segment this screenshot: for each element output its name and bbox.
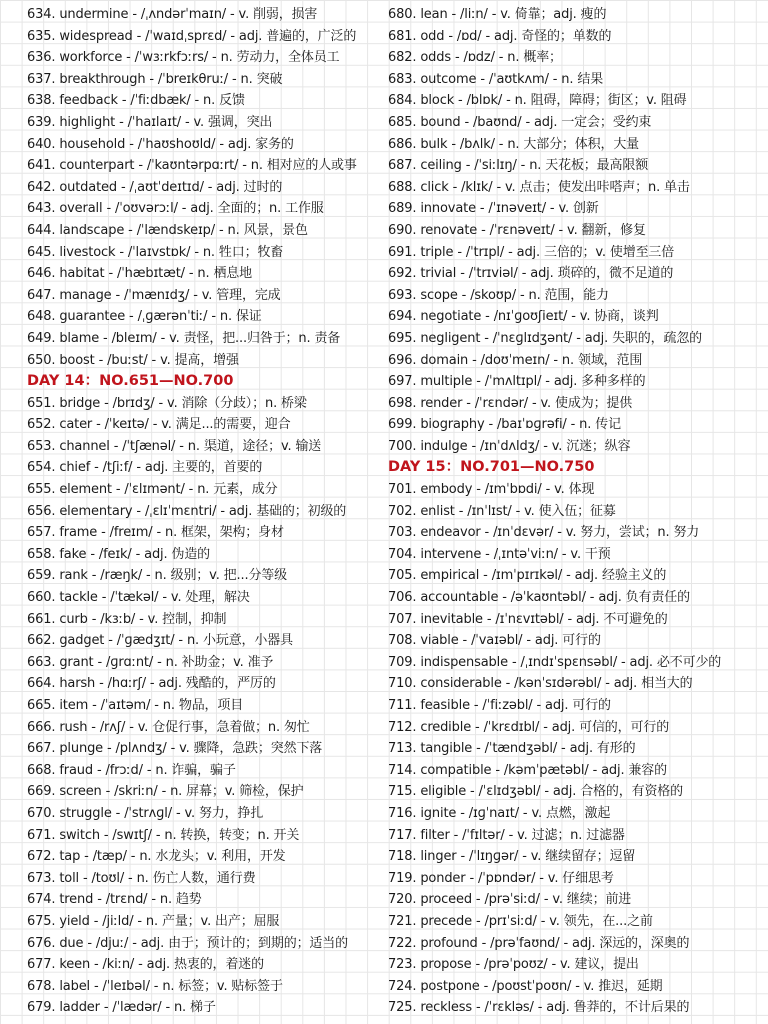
left-vocab-entry: 635. widespread - /ˈwaɪdˌsprɛd/ - adj. 普遍的，广泛的 — [27, 28, 357, 44]
right-vocab-entry: 699. biography - /baɪˈɒɡrəfi/ - n. 传记 — [388, 417, 621, 433]
left-vocab-entry: 678. label - /ˈleɪbəl/ - n. 标签；v. 贴标签于 — [27, 978, 283, 994]
left-vocab-entry: 665. item - /ˈaɪtəm/ - n. 物品，项目 — [27, 698, 244, 713]
left-vocab-entry: 647. manage - /ˈmænɪdʒ/ - v. 管理，完成 — [27, 287, 281, 303]
left-vocab-entry: 677. keen - /kiːn/ - adj. 热衷的，着迷的 — [27, 957, 264, 973]
left-vocab-entry: 666. rush - /rʌʃ/ - v. 仓促行事，急着做；n. 匆忙 — [27, 719, 310, 735]
right-vocab-entry: 713. tangible - /ˈtændʒəbl/ - adj. 有形的 — [388, 741, 636, 757]
left-vocab-entry: 657. frame - /freɪm/ - n. 框架，架构；身材 — [27, 525, 284, 541]
right-vocab-entry: 693. scope - /skoʊp/ - n. 范围，能力 — [388, 287, 609, 303]
right-vocab-entry: 720. proceed - /prəˈsiːd/ - v. 继续；前进 — [388, 892, 632, 908]
left-vocab-entry: 663. grant - /ɡrɑːnt/ - n. 补助金；v. 准予 — [27, 654, 274, 670]
left-vocab-entry: 644. landscape - /ˈlændskeɪp/ - n. 风景，景色 — [27, 222, 308, 238]
right-vocab-entry: 714. compatible - /kəmˈpætəbl/ - adj. 兼容的 — [388, 762, 667, 778]
right-vocab-entry: 707. inevitable - /ɪˈnɛvɪtəbl/ - adj. 不可避免的 — [388, 611, 668, 627]
left-vocab-entry: 637. breakthrough - /ˈbreɪkθruː/ - n. 突破 — [27, 71, 283, 87]
left-vocab-entry: 667. plunge - /plʌndʒ/ - v. 骤降，急跌；突然下落 — [27, 741, 323, 757]
right-vocab-entry: 708. viable - /ˈvaɪəbl/ - adj. 可行的 — [388, 633, 601, 649]
left-vocab-entry: 646. habitat - /ˈhæbɪtæt/ - n. 栖息地 — [27, 266, 253, 282]
left-vocab-entry: 664. harsh - /hɑːrʃ/ - adj. 残酷的，严厉的 — [27, 676, 276, 692]
right-vocab-entry: 715. eligible - /ˈɛlɪdʒəbl/ - adj. 合格的，有资格的 — [388, 784, 684, 800]
left-vocab-entry: 642. outdated - /ˌaʊtˈdeɪtɪd/ - adj. 过时的 — [27, 179, 283, 195]
right-vocab-entry: 702. enlist - /ɪnˈlɪst/ - v. 使入伍；征募 — [388, 503, 616, 519]
left-vocab-entry: 641. counterpart - /ˈkaʊntərpɑːrt/ - n. 相对应的人或事 — [27, 158, 357, 174]
right-vocab-entry: 688. click - /klɪk/ - v. 点击；使发出咔嗒声；n. 单击 — [388, 179, 690, 195]
left-vocab-entry: 634. undermine - /ˌʌndərˈmaɪn/ - v. 削弱，损害 — [27, 7, 318, 22]
right-vocab-entry: 691. triple - /ˈtrɪpl/ - adj. 三倍的；v. 使增至三倍 — [388, 244, 675, 260]
right-vocab-entry: 705. empirical - /ɪmˈpɪrɪkəl/ - adj. 经验主义的 — [388, 568, 667, 584]
right-vocab-entry: 724. postpone - /poʊstˈpoʊn/ - v. 推迟，延期 — [388, 978, 663, 994]
left-vocab-entry: 656. elementary - /ˌɛlɪˈmɛntri/ - adj. 基础的；初级的 — [27, 503, 347, 519]
right-vocab-entry: 712. credible - /ˈkrɛdɪbl/ - adj. 可信的，可行的 — [388, 719, 670, 735]
right-vocab-entry: 725. reckless - /ˈrɛkləs/ - adj. 鲁莽的，不计后果的 — [388, 1000, 690, 1016]
right-vocab-entry: 719. ponder - /ˈpɒndər/ - v. 仔细思考 — [388, 870, 614, 886]
left-vocab-entry: 671. switch - /swɪtʃ/ - n. 转换，转变；n. 开关 — [27, 827, 300, 843]
left-vocab-entry: 668. fraud - /frɔːd/ - n. 诈骗，骗子 — [27, 762, 236, 778]
left-vocab-entry: 639. highlight - /ˈhaɪlaɪt/ - v. 强调，突出 — [27, 114, 273, 130]
right-vocab-entry: 698. render - /ˈrɛndər/ - v. 使成为；提供 — [388, 395, 633, 411]
left-vocab-entry: 661. curb - /kɜːb/ - v. 控制，抑制 — [27, 611, 227, 627]
right-vocab-entry: 700. indulge - /ɪnˈdʌldʒ/ - v. 沉迷；纵容 — [388, 438, 631, 454]
right-vocab-entry: 696. domain - /doʊˈmeɪn/ - n. 领域，范围 — [388, 352, 643, 368]
right-vocab-entry: 723. propose - /prəˈpoʊz/ - v. 建议，提出 — [388, 957, 639, 973]
right-vocab-entry: 697. multiple - /ˈmʌltɪpl/ - adj. 多种多样的 — [388, 374, 646, 390]
left-vocab-entry: 645. livestock - /ˈlaɪvstɒk/ - n. 牲口；牧畜 — [27, 244, 284, 260]
right-vocab-entry: 683. outcome - /ˈaʊtkʌm/ - n. 结果 — [388, 71, 604, 87]
left-vocab-entry: 649. blame - /bleɪm/ - v. 责怪，把...归咎于；n. 责备 — [27, 330, 341, 346]
left-vocab-entry: 676. due - /djuː/ - adj. 由于；预计的；到期的；适当的 — [27, 935, 348, 951]
right-vocab-entry: 704. intervene - /ˌɪntəˈviːn/ - v. 干预 — [388, 546, 611, 562]
left-vocab-entry: 675. yield - /jiːld/ - n. 产量；v. 出产；屈服 — [27, 913, 280, 929]
left-vocab-entry: 650. boost - /buːst/ - v. 提高，增强 — [27, 352, 239, 368]
right-vocab-entry: 710. considerable - /kənˈsɪdərəbl/ - adj. 相当大的 — [388, 676, 693, 692]
right-vocab-entry: 694. negotiate - /nɪˈɡoʊʃieɪt/ - v. 协商，谈判 — [388, 309, 659, 325]
right-vocab-entry: 681. odd - /ɒd/ - adj. 奇怪的；单数的 — [388, 28, 612, 44]
left-vocab-entry: 651. bridge - /brɪdʒ/ - v. 消除（分歧）；n. 桥梁 — [27, 395, 307, 411]
right-vocab-entry: 689. innovate - /ˈɪnəveɪt/ - v. 创新 — [388, 201, 599, 217]
left-vocab-entry: 659. rank - /ræŋk/ - n. 级别；v. 把...分等级 — [27, 568, 288, 584]
right-vocab-entry: 686. bulk - /bʌlk/ - n. 大部分；体积，大量 — [388, 136, 640, 152]
right-vocab-entry: 690. renovate - /ˈrɛnəveɪt/ - v. 翻新，修复 — [388, 222, 646, 238]
left-vocab-entry: 648. guarantee - /ˌɡærənˈtiː/ - n. 保证 — [27, 309, 262, 325]
right-vocab-entry: 684. block - /blɒk/ - n. 阻碍，障碍；街区；v. 阻碍 — [388, 93, 687, 109]
right-vocab-entry: 685. bound - /baʊnd/ - adj. 一定会；受约束 — [388, 114, 652, 130]
left-vocab-entry: 662. gadget - /ˈɡædʒɪt/ - n. 小玩意，小器具 — [27, 633, 293, 649]
left-vocab-entry: 655. element - /ˈɛlɪmənt/ - n. 元素，成分 — [27, 482, 278, 498]
left-vocab-entry: 673. toll - /toʊl/ - n. 伤亡人数，通行费 — [27, 870, 256, 886]
left-vocab-entry: 679. ladder - /ˈlædər/ - n. 梯子 — [27, 1000, 216, 1016]
right-day-heading: DAY 15：NO.701—NO.750 — [388, 459, 595, 476]
left-vocab-entry: 654. chief - /tʃiːf/ - adj. 主要的，首要的 — [27, 460, 263, 476]
left-vocab-entry: 660. tackle - /ˈtækəl/ - v. 处理，解决 — [27, 590, 250, 606]
left-column — [27, 4, 379, 1019]
left-vocab-entry: 640. household - /ˈhaʊshoʊld/ - adj. 家务的 — [27, 136, 294, 152]
right-vocab-entry: 701. embody - /ɪmˈbɒdi/ - v. 体现 — [388, 482, 595, 498]
right-vocab-entry: 682. odds - /ɒdz/ - n. 概率； — [388, 50, 562, 66]
left-vocab-entry: 638. feedback - /ˈfiːdbæk/ - n. 反馈 — [27, 93, 245, 109]
left-vocab-entry: 670. struggle - /ˈstrʌɡl/ - v. 努力，挣扎 — [27, 805, 264, 821]
left-day-heading: DAY 14：NO.651—NO.700 — [27, 373, 234, 390]
left-vocab-entry: 636. workforce - /ˈwɜːrkfɔːrs/ - n. 劳动力，全体员工 — [27, 50, 340, 66]
right-vocab-entry: 722. profound - /prəˈfaʊnd/ - adj. 深远的，深奥的 — [388, 935, 690, 951]
left-vocab-entry: 672. tap - /tæp/ - n. 水龙头；v. 利用，开发 — [27, 849, 286, 865]
left-vocab-entry: 653. channel - /ˈtʃænəl/ - n. 渠道，途径；v. 输送 — [27, 438, 322, 454]
right-vocab-entry: 709. indispensable - /ˌɪndɪˈspɛnsəbl/ - adj. 必不可少的 — [388, 654, 722, 670]
right-vocab-entry: 711. feasible - /ˈfiːzəbl/ - adj. 可行的 — [388, 698, 611, 713]
right-vocab-entry: 695. negligent - /ˈnɛɡlɪdʒənt/ - adj. 失职的，疏忽的 — [388, 330, 703, 346]
right-vocab-entry: 721. precede - /prɪˈsiːd/ - v. 领先，在...之前 — [388, 913, 653, 929]
right-vocab-entry: 718. linger - /ˈlɪŋɡər/ - v. 继续留存；逗留 — [388, 849, 636, 865]
left-vocab-entry: 669. screen - /skriːn/ - n. 屏幕；v. 筛检，保护 — [27, 784, 304, 800]
right-vocab-entry: 716. ignite - /ɪɡˈnaɪt/ - v. 点燃，激起 — [388, 805, 611, 821]
left-vocab-entry: 658. fake - /feɪk/ - adj. 伪造的 — [27, 546, 211, 562]
right-column — [388, 4, 764, 1019]
right-vocab-entry: 706. accountable - /əˈkaʊntəbl/ - adj. 负有责任的 — [388, 590, 690, 606]
right-vocab-entry: 687. ceiling - /ˈsiːlɪŋ/ - n. 天花板；最高限额 — [388, 158, 649, 174]
right-vocab-entry: 703. endeavor - /ɪnˈdɛvər/ - v. 努力，尝试；n. 努力 — [388, 525, 700, 541]
left-vocab-entry: 674. trend - /trɛnd/ - n. 趋势 — [27, 892, 202, 908]
right-vocab-entry: 717. filter - /ˈfɪltər/ - v. 过滤；n. 过滤器 — [388, 827, 625, 843]
right-vocab-entry: 692. trivial - /ˈtrɪviəl/ - adj. 琐碎的，微不足道的 — [388, 266, 674, 282]
left-vocab-entry: 652. cater - /ˈkeɪtə/ - v. 满足...的需要，迎合 — [27, 417, 291, 433]
right-vocab-entry: 680. lean - /liːn/ - v. 倚靠；adj. 瘦的 — [388, 7, 607, 22]
left-vocab-entry: 643. overall - /ˈoʊvərɔːl/ - adj. 全面的；n. 工作服 — [27, 201, 324, 217]
